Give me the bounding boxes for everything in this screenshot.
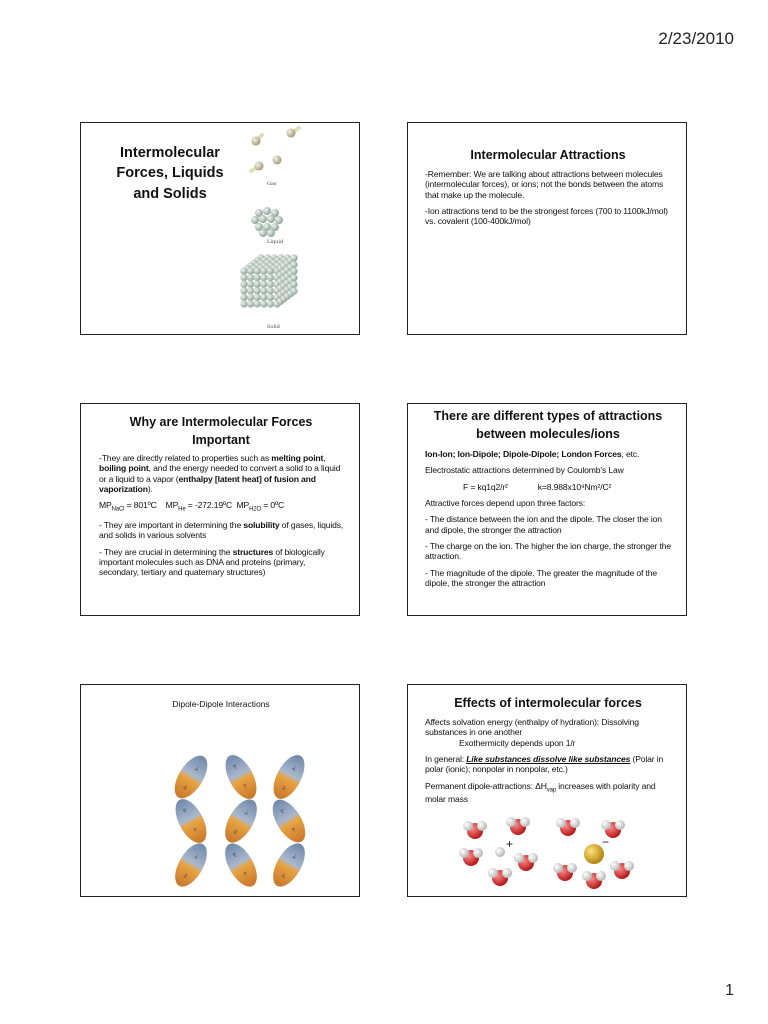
partial-charge-label: δ+	[280, 784, 288, 791]
lattice-atom	[290, 268, 297, 275]
lattice-atom	[254, 267, 261, 274]
liquid-particle	[259, 215, 267, 223]
partial-charge-label: δ+	[181, 807, 189, 815]
body-paragraph: Affects solvation energy (enthalpy of hydration): Dissolving substances in one another Exothermicity depends upon 1/r	[425, 717, 639, 748]
partial-charge-label: δ−	[291, 853, 298, 860]
lattice-atom	[267, 274, 274, 281]
lattice-atom	[240, 281, 247, 288]
minus-sign: −	[602, 835, 610, 849]
dipole-molecule	[267, 750, 311, 804]
gas-label: Gas	[267, 181, 277, 187]
solid-label: Solid	[267, 324, 280, 330]
lattice-atom	[254, 300, 261, 307]
lattice-atom	[247, 281, 254, 288]
partial-charge-label: δ−	[242, 783, 249, 790]
lattice-atom	[240, 274, 247, 281]
anion	[584, 844, 604, 864]
lattice-atom	[290, 274, 297, 281]
lattice-atom	[240, 267, 247, 274]
partial-charge-label: δ+	[181, 783, 189, 791]
dipole-molecule	[266, 794, 312, 847]
lattice-atom	[240, 300, 247, 307]
liquid-particle	[267, 229, 275, 237]
body-paragraph: -Remember: We are talking about attractions between molecules (intermolecular forces), or ions; not the bonds between the atoms that make up the molecule.	[425, 169, 664, 200]
lattice-atom	[260, 281, 267, 288]
lattice-atom	[260, 274, 267, 281]
lattice-atom	[267, 267, 274, 274]
body-paragraph: - The distance between the ion and the dipole. The closer the ion and dipole, the stronger the attraction	[425, 514, 662, 535]
lattice-atom	[290, 281, 297, 288]
lattice-atom	[247, 274, 254, 281]
partial-charge-label: δ−	[192, 827, 199, 834]
liquid-particle	[259, 229, 267, 237]
water-molecule	[556, 818, 580, 836]
hydration-illustration	[408, 685, 687, 897]
page-number: 1	[725, 982, 734, 999]
plus-sign: +	[506, 837, 514, 851]
partial-charge-label: δ−	[290, 826, 298, 834]
lattice-atom	[254, 274, 261, 281]
water-molecule	[488, 868, 512, 886]
slide-1	[80, 122, 360, 335]
liquid-particle	[267, 215, 275, 223]
slide-title: There are different types of attractions between molecules/ions	[433, 409, 663, 441]
lattice-atom	[290, 254, 297, 261]
partial-charge-label: δ−	[193, 765, 201, 772]
partial-charge-label: δ+	[280, 872, 287, 879]
dipole-molecule	[267, 838, 312, 892]
lattice-atom	[267, 294, 274, 301]
body-paragraph: - The charge on the ion. The higher the ion charge, the stronger the attraction.	[425, 540, 672, 562]
body-paragraph: Attractive forces depend upon three factors:	[425, 497, 586, 508]
lattice-atom	[254, 281, 261, 288]
dipole-molecule	[219, 794, 264, 848]
slide-3	[80, 403, 360, 616]
slide-title: Why are Intermolecular Forces Important	[129, 415, 313, 448]
lattice-atom	[267, 281, 274, 288]
lattice-atom	[260, 287, 267, 294]
liquid-label: Liquid	[267, 239, 284, 245]
solid-lattice	[240, 254, 297, 307]
water-molecule	[553, 863, 577, 881]
partial-charge-label: δ−	[290, 764, 298, 772]
liquid-molecules	[251, 207, 283, 237]
lattice-atom	[247, 287, 254, 294]
partial-charge-label: δ+	[231, 763, 239, 771]
coulomb-formula	[425, 482, 678, 492]
body-paragraph: Permanent dipole-attractions: $\Delta H_{vap}$ increases with polarity and molar mass	[425, 780, 656, 805]
dipole-molecule	[219, 838, 264, 892]
lattice-atom	[267, 287, 274, 294]
water-molecule	[463, 821, 487, 839]
page-date: 2/23/2010	[658, 29, 734, 48]
partial-charge-label: δ−	[242, 870, 250, 878]
lattice-atom	[254, 287, 261, 294]
slide-6	[407, 684, 687, 897]
body-paragraph: - They are important in determining the solubility of gases, liquids, and solids in various solvents	[99, 520, 344, 541]
dipole-molecule	[169, 794, 213, 848]
lattice-atom	[240, 287, 247, 294]
body-paragraph: Electrostatic attractions determined by Coulomb’s Law	[425, 465, 624, 476]
water-molecules	[459, 817, 634, 889]
slide-title: Dipole-Dipole Interactions	[172, 699, 270, 709]
liquid-particle	[263, 207, 271, 215]
lattice-atom	[254, 294, 261, 301]
body-paragraph: In general: Like substances dissolve like substances (Polar in polar (ionic); nonpolar in nonpolar, etc.)	[425, 753, 664, 775]
water-molecule	[459, 848, 483, 866]
slide-2	[407, 122, 687, 335]
partial-charge-label: δ−	[193, 853, 200, 860]
lattice-atom	[247, 300, 254, 307]
water-molecule	[514, 853, 538, 871]
slide-title: Effects of intermolecular forces	[454, 696, 642, 710]
body-paragraph: -They are directly related to properties such as melting point, boiling point, and the energy needed to convert a solid to a liquid or a liquid to a vapor (enthalpy [latent heat] of fusion and vaporization).	[99, 453, 341, 494]
slide-title: Intermolecular Attractions	[470, 148, 626, 162]
lattice-atom	[240, 294, 247, 301]
liquid-particle	[251, 216, 259, 224]
dipole-molecule	[219, 750, 263, 804]
body-paragraph: - They are crucial in determining the structures of biologically important molecules such as DNA and proteins (primary, secondary, tertiary and quaternary structures)	[99, 546, 325, 578]
dipole-molecules	[168, 750, 312, 892]
slide-5	[80, 684, 360, 897]
lattice-atom	[290, 287, 297, 294]
melting-points: $MP_{NaCl}$ = 801ºC $MP_{He}$ = -272.19ºC $MP_{H2O}$ = 0ºC	[99, 500, 285, 513]
lattice-atom	[260, 267, 267, 274]
partial-charge-label: δ+	[231, 851, 239, 859]
partial-charge-label: δ+	[232, 828, 239, 835]
gas-molecules	[251, 128, 299, 171]
liquid-particle	[275, 216, 283, 224]
body-paragraph: - The magnitude of the dipole. The greater the magnitude of the dipole, the stronger the attraction	[425, 567, 657, 588]
lattice-atom	[247, 294, 254, 301]
dipole-molecule	[168, 750, 214, 803]
lattice-atom	[260, 300, 267, 307]
slide-4	[407, 403, 687, 616]
cation	[495, 847, 505, 857]
dipole-molecule	[169, 838, 214, 892]
lattice-atom	[260, 294, 267, 301]
attraction-types: Ion-Ion; Ion-Dipole; Dipole-Dipole; London Forces, etc.	[425, 449, 640, 459]
water-molecule	[506, 817, 530, 835]
dipole-grid-illustration	[81, 685, 360, 897]
states-of-matter-illustration	[81, 123, 360, 335]
partial-charge-label: δ−	[243, 809, 250, 816]
partial-charge-label: δ+	[182, 872, 189, 879]
lattice-atom	[290, 261, 297, 268]
lattice-atom	[247, 267, 254, 274]
partial-charge-label: δ+	[279, 808, 286, 815]
water-molecule	[582, 871, 606, 889]
slide-title: Intermolecular Forces, Liquids and Solids	[116, 145, 224, 202]
lattice-atom	[267, 300, 274, 307]
body-paragraph: -Ion attractions tend to be the strongest forces (700 to 1100kJ/mol) vs. covalent (100-400kJ/mol)	[425, 205, 668, 227]
formula: F = kq1q2/r²	[463, 481, 508, 492]
coulomb-constant: k=8.988x10⁹Nm²/C²	[537, 481, 612, 492]
water-molecule	[610, 861, 634, 879]
